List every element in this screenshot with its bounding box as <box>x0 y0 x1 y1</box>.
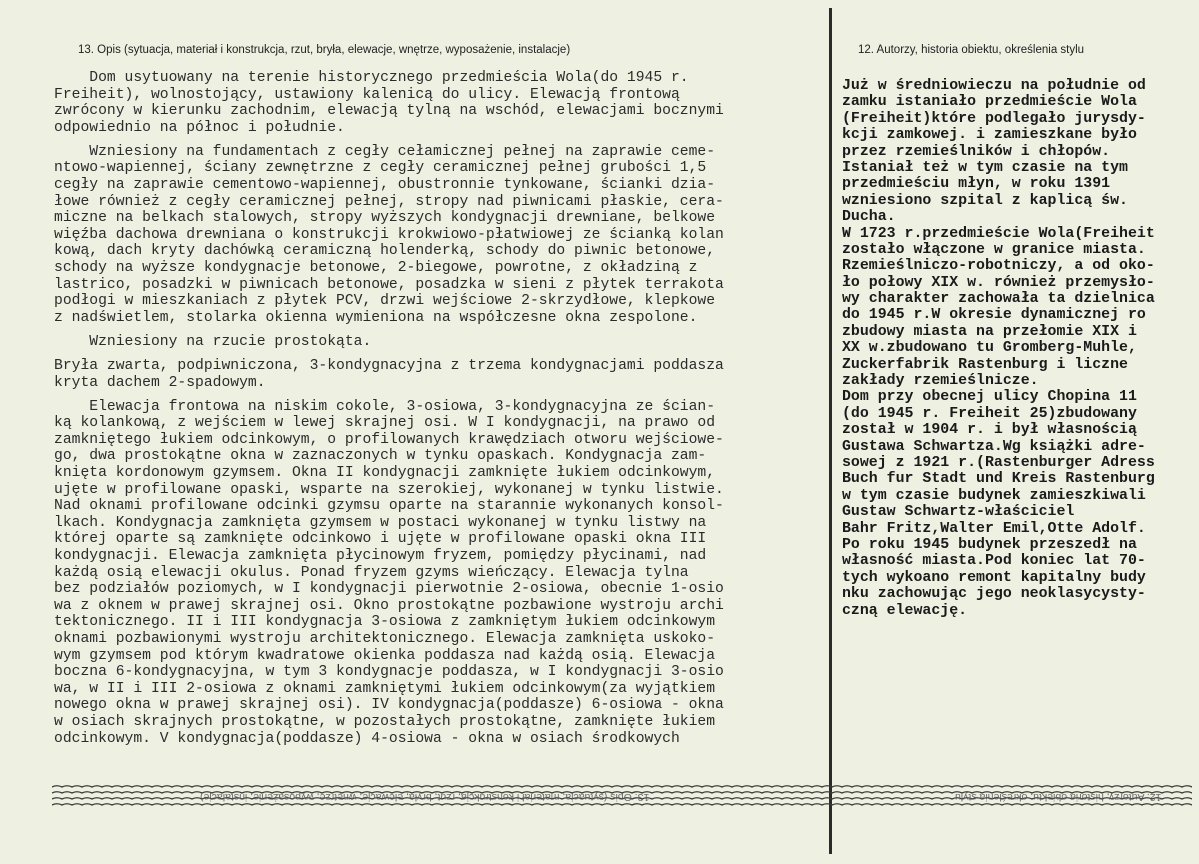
text-line: kryta dachem 2-spadowym. <box>54 374 266 391</box>
text-line: czną elewację. <box>842 602 968 619</box>
text-line: wzniesiono szpital z kaplicą św. <box>842 192 1128 209</box>
history-column <box>842 78 1192 619</box>
text-line: lkach. Kondygnacja zamknięta gzymsem w postaci wykonanej w tynku listwy na <box>54 514 707 531</box>
text-line: Dom usytuowany na terenie historycznego przedmieścia Wola(do 1945 r. <box>54 70 689 86</box>
text-line: Zuckerfabrik Rastenburg i liczne <box>842 356 1128 373</box>
text-line: Gustaw Schwartz-właściciel <box>842 504 1075 521</box>
wave-line <box>52 786 1192 787</box>
text-line: podłogi w mieszkaniach z płytek PCV, drzwi wejściowe 2-skrzydłowe, klepkowe <box>54 293 716 310</box>
description-column <box>54 70 832 755</box>
text-line: ntowo-wapiennej, ściany zewnętrzne z cegły ceramicznej pełnej grubości 1,5 <box>54 160 707 177</box>
mirrored-header-left: 13. Opis (sytuacja, materiał i konstrukcja, rzut, bryła, elewacje, wnętrze, wyposażenie, instalacje) <box>200 791 650 803</box>
description-paragraph <box>54 358 832 391</box>
description-paragraph <box>54 399 832 747</box>
text-line: Bryła zwarta, podpiwniczona, 3-kondygnacyjna z trzema kondygnacjami poddasza <box>54 358 724 374</box>
text-line: Elewacja frontowa na niskim cokole, 3-osiowa, 3-kondygnacyjna ze ścian- <box>54 398 716 415</box>
text-line: każdą osią elewacji okulus. Ponad fryzem gzyms wieńczący. Elewacja tylna <box>54 564 689 581</box>
text-line: odcinkowym. V kondygnacja(poddasze) 4-osiowa - okna w osiach środkowych <box>54 730 680 747</box>
text-line: w tym czasie budynek zamieszkiwali <box>842 487 1146 504</box>
text-line: Ducha. <box>842 209 896 226</box>
text-line: Nad oknami profilowane odcinki gzymsu oparte na starannie wykonanych konsol- <box>54 498 724 515</box>
description-paragraph <box>54 70 832 136</box>
text-line: bez podziałów poziomych, w I kondygnacji pierwotnie 2-osiowa, obecnie 1-osio <box>54 581 724 598</box>
text-line: kcji zamkowej. i zamieszkane było <box>842 127 1137 144</box>
text-line: odpowiednio na północ i południe. <box>54 119 345 136</box>
text-line: kową, dach kryty dachówką ceramiczną holenderką, schody do piwnic betonowe, <box>54 243 716 260</box>
text-line: której oparte są zamknięte odcinkowo i ujęte w profilowane opaski okna III <box>54 531 707 548</box>
text-line: przez rzemieślników i chłopów. <box>842 143 1111 160</box>
text-line: boczna 6-kondygnacyjna, w tym 3 kondygnacje poddasza, w I kondygnacji 3-osio <box>54 664 724 681</box>
text-line: wy charakter zachowała ta dzielnica <box>842 291 1155 308</box>
text-line: knięta kordonowym gzymsem. Okna II kondygnacji zamknięte łukiem odcinkowym, <box>54 465 716 482</box>
description-paragraph <box>54 144 832 327</box>
text-line: schody na wyższe kondygnacje betonowe, 2-biegowe, powrotne, z okładziną z <box>54 260 698 277</box>
text-line: (do 1945 r. Freiheit 25)zbudowany <box>842 405 1137 422</box>
text-line: Po roku 1945 budynek przeszedł na <box>842 536 1137 553</box>
text-line: ło połowy XIX w. również przemysło- <box>842 274 1155 291</box>
text-line: Buch fur Stadt und Kreis Rastenburg <box>842 471 1155 488</box>
text-line: lastrico, posadzki w piwnicach betonowe, posadzka w sieni z płytek terrakota <box>54 276 724 293</box>
text-line: zakłady rzemieślnicze. <box>842 373 1039 390</box>
text-line: sowej z 1921 r.(Rastenburger Adress <box>842 454 1155 471</box>
text-line: go, dwa prostokątne okna w zaznaczonych w tynku opaskach. Kondygnacja zam- <box>54 448 707 465</box>
text-line: ką kolankową, z wejściem w lewej skrajnej osi. W I kondygnacji, na prawo od <box>54 415 716 432</box>
text-line: do 1945 r.W okresie dynamicznej ro <box>842 307 1146 324</box>
text-line: przedmieściu młyn, w roku 1391 <box>842 176 1111 193</box>
text-line: w osiach skrajnych prostokątne, w pozostałych prostokątne, zamknięte łukiem <box>54 713 716 730</box>
text-line: został w 1904 r. i był własnością <box>842 422 1137 439</box>
section-12-header: 12. Autorzy, historia obiektu, określenia stylu <box>858 44 1085 56</box>
text-line: Wzniesiony na fundamentach z cegły cełamicznej pełnej na zaprawie ceme- <box>54 143 716 160</box>
text-line: nku zachowując jego neoklasycysty- <box>842 586 1146 603</box>
text-line: Bahr Fritz,Walter Emil,Otte Adolf. <box>842 520 1146 537</box>
text-line: tych wykoano remont kapitalny budy <box>842 569 1146 586</box>
text-line: tektonicznego. II i III kondygnacja 3-osiowa z zamkniętym łukiem odcinkowym <box>54 614 716 631</box>
text-line: z nadświetlem, stolarka okienna wymieniona na współczesne okna zespolone. <box>54 309 698 326</box>
text-line: Istaniał też w tym czasie na tym <box>842 159 1128 176</box>
text-line: wa, w II i III 2-osiowa z oknami zamkniętymi łukiem odcinkowym(za wyjątkiem <box>54 680 716 697</box>
text-line: W 1723 r.przedmieście Wola(Freiheit <box>842 225 1155 242</box>
history-paragraph <box>842 78 1192 619</box>
text-line: oknami pozbawionymi wystroju architektonicznego. Elewacja zamknięta uskoko- <box>54 631 716 647</box>
text-line: zostało włączone w granice miasta. <box>842 241 1146 258</box>
section-13-header: 13. Opis (sytuacja, materiał i konstrukcja, rzut, bryła, elewacje, wnętrze, wyposażenie, instalacje) <box>78 44 571 56</box>
text-line: miczne na belkach stalowych, stropy wyższych kondygnacji drewniane, belkowe <box>54 210 716 227</box>
text-line: zamkniętego łukiem odcinkowym, o profilowanych krawędziach otworu wejściowe- <box>54 431 724 448</box>
text-line: Freiheit), wolnostojący, ustawiony kalenicą do ulicy. Elewacją frontową <box>54 86 680 103</box>
text-line: Gustawa Schwartza.Wg książki adre- <box>842 438 1146 455</box>
text-line: zamku istaniało przedmieście Wola <box>842 94 1137 111</box>
text-line: Wzniesiony na rzucie prostokąta. <box>54 333 372 350</box>
text-line: wa z oknem w prawej skrajnej osi. Okno prostokątne pozbawione wystroju archi <box>54 597 724 614</box>
text-line: więźba dachowa drewniana o konstrukcji krokwiowo-płatwiowej ze ścianką kolan <box>54 226 724 243</box>
mirrored-header-right: 12. Autorzy, historia obiektu, określenia stylu <box>955 791 1162 803</box>
description-paragraph <box>54 334 832 351</box>
text-line: zbudowy miasta na przełomie XIX i <box>842 323 1137 340</box>
text-line: XX w.zbudowano tu Gromberg-Muhle, <box>842 340 1137 357</box>
text-line: nowego okna w prawej skrajnej osi). IV kondygnacja(poddasze) 6-osiowa - okna <box>54 697 724 714</box>
wave-line <box>52 804 1192 805</box>
text-line: zwrócony w kierunku zachodnim, elewacją tylną na wschód, elewacjami bocznymi <box>54 103 724 120</box>
text-line: łowe również z cegły ceramicznej pełnej, stropy nad piwnicami płaskie, cera- <box>54 193 724 210</box>
text-line: ujęte w profilowane opaski, wsparte na szerokiej, wykonanej w tynku listwie. <box>54 481 724 498</box>
text-line: wym gzymsem pod którym kwadratowe okienka poddasza nad każdą osią. Elewacja <box>54 647 716 664</box>
text-line: kondygnacji. Elewacja zamknięta płycinowym fryzem, pomiędzy płycinami, nad <box>54 548 707 565</box>
text-line: Dom przy obecnej ulicy Chopina 11 <box>842 389 1137 406</box>
text-line: Rzemieślniczo-robotniczy, a od oko- <box>842 258 1155 275</box>
text-line: Już w średniowieczu na południe od <box>842 78 1146 94</box>
text-line: cegły na zaprawie cementowo-wapiennej, obustronnie tynkowane, ścianki dzia- <box>54 177 716 194</box>
text-line: własność miasta.Pod koniec lat 70- <box>842 553 1146 570</box>
text-line: (Freiheit)które podlegało jurysdy- <box>842 110 1146 127</box>
